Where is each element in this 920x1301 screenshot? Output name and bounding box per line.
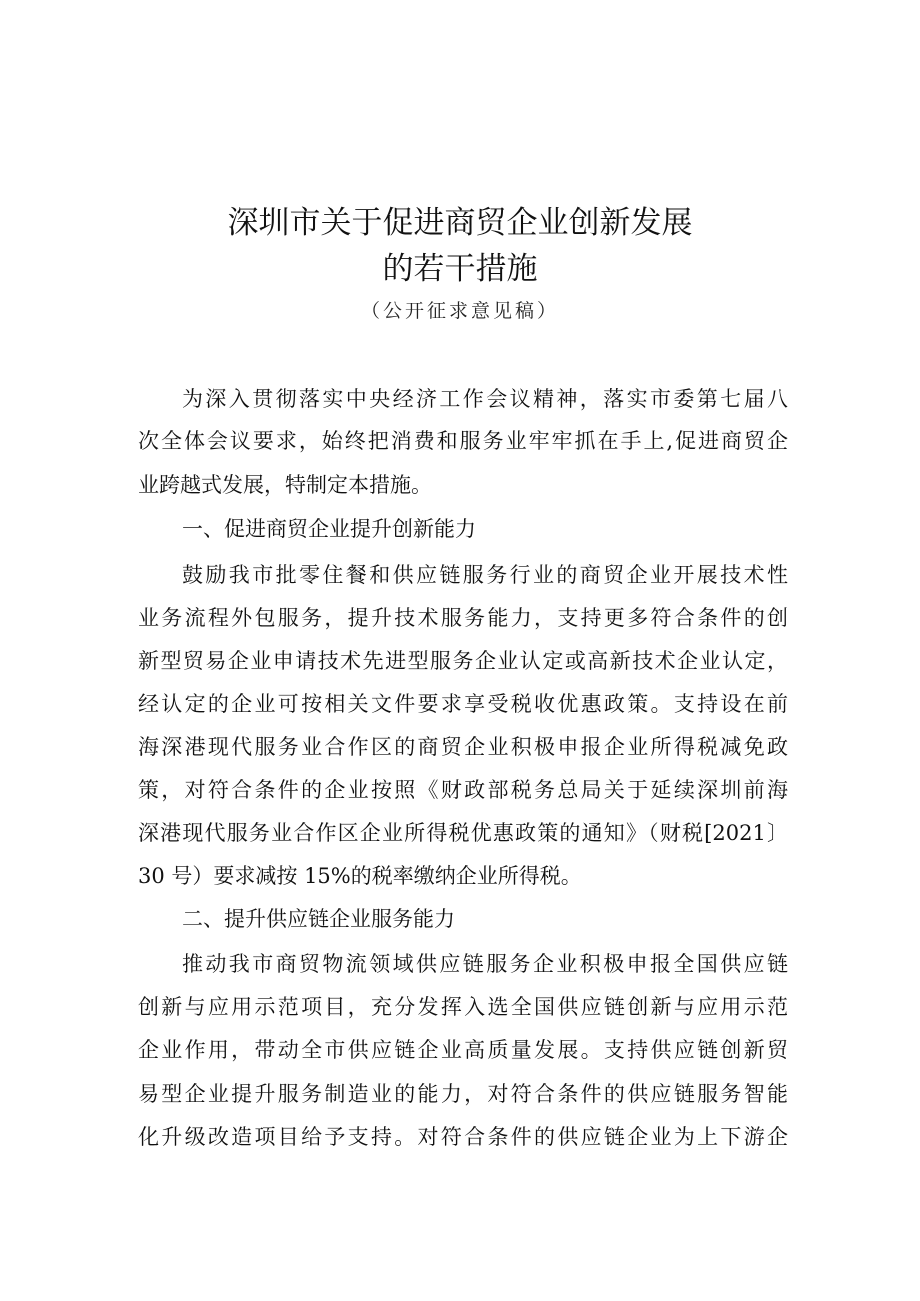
section-2-heading: 二、提升供应链企业服务能力 xyxy=(182,907,455,931)
section-1-line: 新型贸易企业申请技术先进型服务企业认定或高新技术企业认定， xyxy=(138,649,788,673)
section-2-line: 企业作用，带动全市供应链企业高质量发展。支持供应链创新贸 xyxy=(138,1038,788,1062)
section-1-line: 深港现代服务业合作区企业所得税优惠政策的通知》（财税[2021〕 xyxy=(138,821,788,845)
document-title-line-1: 深圳市关于促进商贸企业创新发展 xyxy=(227,205,693,241)
section-1-line: 海深港现代服务业合作区的商贸企业积极申报企业所得税减免政 xyxy=(138,735,788,759)
intro-line: 业跨越式发展，特制定本措施。 xyxy=(138,473,432,497)
section-1-line: 业务流程外包服务，提升技术服务能力，支持更多符合条件的创 xyxy=(138,606,788,630)
section-1-line: 30 号）要求减按 15%的税率缴纳企业所得税。 xyxy=(138,864,582,888)
section-1-line: 经认定的企业可按相关文件要求享受税收优惠政策。支持设在前 xyxy=(138,692,788,716)
section-2-line: 易型企业提升服务制造业的能力，对符合条件的供应链服务智能 xyxy=(138,1082,788,1106)
intro-line: 为深入贯彻落实中央经济工作会议精神，落实市委第七届八 xyxy=(182,387,788,411)
section-1-line: 鼓励我市批零住餐和供应链服务行业的商贸企业开展技术性 xyxy=(182,563,788,587)
section-2-line: 化升级改造项目给予支持。对符合条件的供应链企业为上下游企 xyxy=(138,1125,788,1149)
section-2-line: 创新与应用示范项目，充分发挥入选全国供应链创新与应用示范 xyxy=(138,995,788,1019)
document-title-line-2: 的若干措施 xyxy=(382,251,538,287)
document-subtitle: （公开征求意见稿） xyxy=(360,300,559,322)
section-1-heading: 一、促进商贸企业提升创新能力 xyxy=(182,517,476,541)
section-2-line: 推动我市商贸物流领域供应链服务企业积极申报全国供应链 xyxy=(182,952,788,976)
intro-line: 次全体会议要求，始终把消费和服务业牢牢抓在手上,促进商贸企 xyxy=(138,429,788,453)
section-1-line: 策，对符合条件的企业按照《财政部税务总局关于延续深圳前海 xyxy=(138,778,788,802)
